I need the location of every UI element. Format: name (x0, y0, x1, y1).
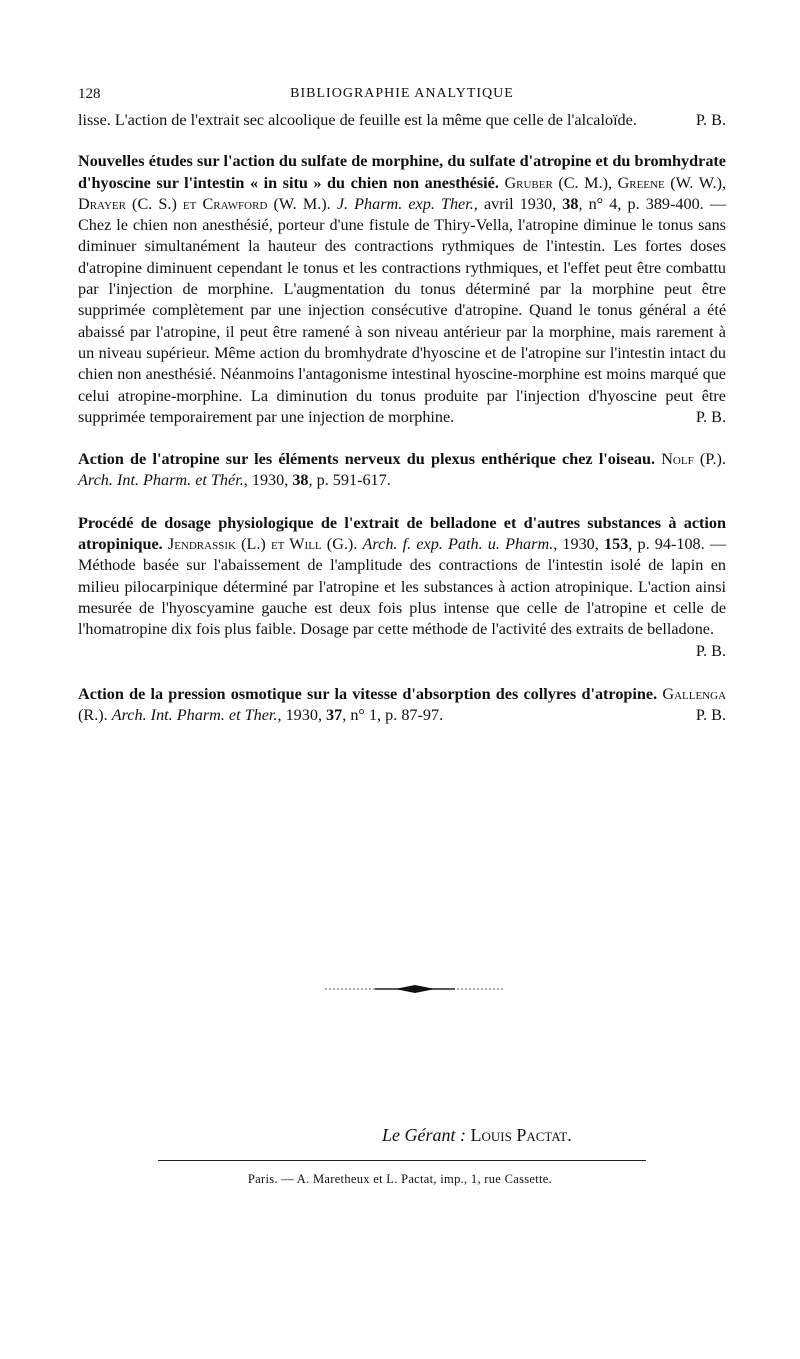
running-title: BIBLIOGRAPHIE ANALYTIQUE (290, 86, 514, 101)
entry-authors: Gruber (C. M.), Greene (W. W.), Drayer (C. S.) et Crawford (W. M.). (78, 173, 727, 213)
signature-line (78, 641, 726, 662)
signature: P. B. (695, 407, 726, 426)
gerant-label: Le Gérant : (382, 1125, 466, 1145)
entry-journal: Arch. f. exp. Path. u. Pharm. (362, 535, 554, 554)
entry-reference: , 1930, (553, 535, 599, 554)
entry-reference: , 1930, (243, 471, 289, 490)
entry-reference: , 1930, (277, 706, 322, 725)
continuation-text: lisse. L'action de l'extrait sec alcoolique de feuille est la même que celle de l'alcaloïde. (78, 111, 637, 129)
entry-authors: Gallenga (R.). (78, 684, 727, 725)
ornament-divider (325, 983, 505, 995)
entry-title: Procédé de dosage physiologique de l'extrait de belladone et d'autres substances à action atropinique. (78, 513, 726, 554)
continuation-paragraph (78, 110, 726, 131)
signature: P. B. (695, 641, 726, 660)
entry-volume: 153 (604, 535, 629, 554)
signature: P. B. (695, 111, 726, 129)
bibliography-entry (78, 684, 726, 727)
entry-reference-pages: , p. 591-617. (308, 471, 391, 490)
page-body (78, 86, 726, 726)
entry-reference-pages: , n° 1, p. 87-97. (342, 706, 444, 725)
entry-journal: J. Pharm. exp. Ther. (336, 194, 474, 213)
entry-reference-pages: , n° 4, p. 389-400. (578, 194, 704, 213)
bibliography-entry (78, 151, 726, 428)
bibliography-entry (78, 449, 726, 492)
entry-abstract: — Méthode basée sur l'abaissement de l'amplitude des contractions de l'intestin isolé de lapin en milieu pilocarpinique déterminé par l'atropine et les substances à action atropinique. L'action ainsi mesurée de l'hyoscyamine gauche est deux fois plus intense que celle de l'atropine et celle de l'homatropine dix fois plus faible. Dosage par cette méthode de l'activité des extraits de belladone. (78, 535, 727, 639)
footer-rule (158, 1160, 646, 1161)
gerant-line (382, 1125, 572, 1146)
signature: P. B. (695, 706, 726, 725)
entry-reference-pages: , p. 94-108. (628, 535, 705, 554)
entry-volume: 37 (326, 706, 343, 725)
entry-title: Action de la pression osmotique sur la vitesse d'absorption des collyres d'atropine. (78, 684, 658, 703)
entry-journal: Arch. Int. Pharm. et Thér. (78, 471, 244, 490)
entry-abstract: — Chez le chien non anesthésié, porteur d'une fistule de Thiry-Vella, l'atropine diminue le tonus sans diminuer simultanément la hauteur des contractions rythmiques de l'intestin. Les fortes doses d'atropine diminuent cependant le tonus et les contractions rythmiques, et l'effet peut être combattu par l'injection de morphine. L'augmentation du tonus déterminé par la morphine peut être supprimée complètement par une injection consécutive d'atropine. Quand le tonus général a été abaissé par l'atropine, il peut être ramené à son niveau antérieur par la morphine, mais rarement à un niveau supérieur. Même action du bromhydrate d'hyoscine et de l'atropine sur l'intestin intact du chien non anesthésié. Néanmoins l'antagonisme intestinal hyoscine-morphine est moins marqué que celui atropine-morphine. La diminution du tonus produite par l'injection d'hyoscine peut être supprimée temporairement par une injection de morphine. (78, 194, 727, 426)
page-number: 128 (78, 86, 101, 102)
printer-imprint: Paris. — A. Maretheux et L. Pactat, imp., 1, rue Cassette. (247, 1172, 553, 1186)
entry-journal: Arch. Int. Pharm. et Ther. (111, 706, 278, 725)
entry-title: Action de l'atropine sur les éléments nerveux du plexus enthérique chez l'oiseau. (78, 450, 656, 469)
gerant-name: Louis Pactat. (470, 1125, 572, 1145)
page-header (78, 86, 726, 110)
entry-title: Nouvelles études sur l'action du sulfate de morphine, du sulfate d'atropine et du bromhydrate d'hyoscine sur l'intestin « in situ » du chien non anesthésié. (78, 152, 726, 192)
entry-authors: Jendrassik (L.) et Will (G.). (167, 535, 358, 554)
bibliography-entry (78, 513, 726, 641)
entry-reference: , avril 1930, (473, 194, 557, 213)
entry-authors: Nolf (P.). (661, 450, 726, 469)
entry-volume: 38 (292, 471, 309, 490)
entry-volume: 38 (562, 194, 579, 213)
